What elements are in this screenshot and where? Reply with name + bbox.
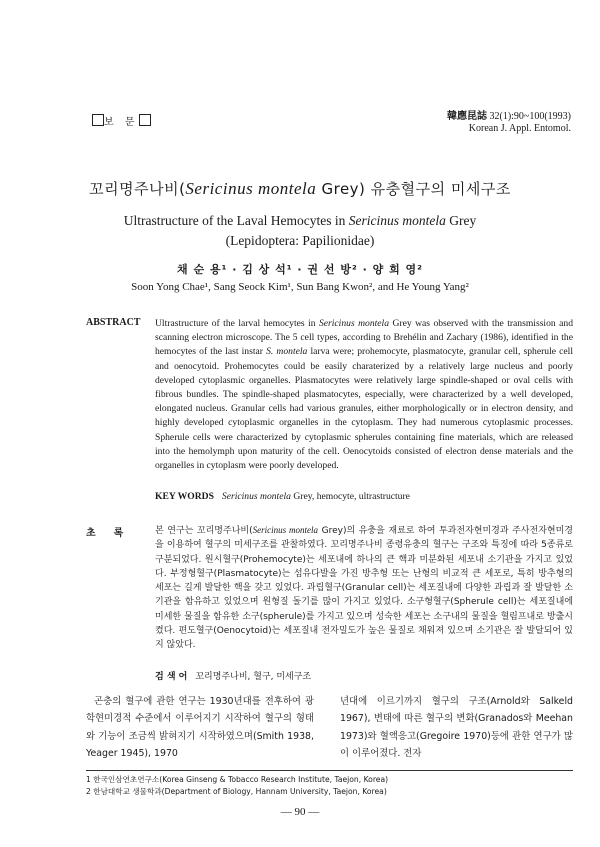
authors-english: Soon Yong Chae¹, Sang Seock Kim¹, Sun Bang Kwon², and He Young Yang² — [131, 281, 469, 293]
title-ko-part: Grey) 유충혈구의 미세구조 — [316, 180, 511, 198]
body-column-left — [86, 693, 314, 762]
korean-abstract-text — [155, 523, 573, 653]
journal-name-ko: 韓應昆誌 — [446, 111, 487, 122]
korean-abstract-part: 본 연구는 꼬리명주나비( — [155, 526, 253, 536]
title-en-species: Sericinus montela — [348, 213, 446, 228]
key-words — [155, 491, 573, 502]
korean-key-words — [155, 669, 573, 682]
body-left-text: 곤충의 혈구에 관한 연구는 1930년대를 전후하여 광학현미경적 수준에서 이루어지기 시작하여 혈구의 형태와 기능이 조금씩 밝혀지기 시작하였으며(Smith 1938, Yeager 1945), 1970 — [86, 696, 314, 759]
korean-abstract-label: 초록 — [86, 528, 142, 539]
box-mark-left — [92, 114, 104, 126]
footnote-rule — [86, 770, 573, 771]
abstract-label: ABSTRACT — [86, 317, 141, 328]
abstract-part: Ultrastructure of the larval hemocytes in — [155, 318, 319, 329]
abstract-species: S. montela — [266, 346, 308, 358]
title-en-line1 — [0, 211, 600, 231]
section-label — [92, 113, 151, 128]
korean-key-words-label: 검 색 어 — [155, 672, 188, 682]
body-column-right: 년대에 이르기까지 혈구의 구조(Arnold와 Salkeld 1967), 변태에 따른 혈구의 변화(Granados와 Meehan 1973)와 혈액응고(Gregoire 1970)등에 관한 연구가 많이 이루어졌다. 전자 — [340, 696, 573, 759]
section-label-text: 보 문 — [104, 117, 139, 128]
page-number: — 90 — — [280, 806, 320, 818]
abstract-part: larva were; prohemocyte, plasmatocyte, granular cell, spherule cell and oenocytoid. Prohemocytes could be easily charaterized by a relatively large nucleus and poorly developed cytoplasmic organelles. Plasmatocytes were relatively large spindle-shaped or oval cells with fibrous bundles. The spindle-shaped plasmatocytes, especially, were characterized by a well developed, elongated nucleus. Granular cells had various granules, either morphologically or in electron density, and highly developed cytoplasmic organelles in the cytoplasm. They had numerous cytoplasmic processes. Spherule cells were characterized by cytoplasmic spherules containing fine materials, which are released into the hemolymph upon maturity of the cell. Oenocytoids consisted of electron dense materials and the organelles in cytoplasm were poorly developed. — [155, 346, 573, 472]
authors-korean: 채 순 용¹ · 김 상 석¹ · 권 선 방² · 양 희 영² — [177, 263, 423, 276]
citation: 32(1):90~100(1993) — [489, 111, 571, 122]
box-mark-right — [139, 114, 151, 126]
title-en-part: Grey — [445, 213, 477, 228]
korean-abstract-species: Sericinus montela — [252, 525, 319, 535]
korean-abstract-part: Grey)의 유충을 재료로 하여 투과전자현미경과 주사전자현미경을 이용하여 혈구의 미세구조를 관찰하였다. 꼬리명주나비 종령유충의 혈구는 구조와 특징에 따라 5종류로 구분되었다. 원시혈구(Prohemocyte)는 세포내에 하나의 큰 핵과 미분화된 세포내 소기관을 가지고 있었다. 부정형혈구(Plasmatocyte)는 섬유다발을 가진 방추형 또는 난형의 비교적 큰 세포로, 특히 방추형의 세포는 길게 발달한 핵을 갖고 있었다. 과립혈구(Granular cell)는 세포질내에 다양한 과립과 잘 발달한 소기관을 함유하고 있었으며 원형질 돌기를 많이 가지고 있었다. 소구형혈구(Spherule cell)는 세포질내에 미세한 물질을 함유한 소구(spherule)를 가지고 있으며 성숙한 세포는 소구내의 물질을 혈림프내로 방출시켰다. 편도혈구(Oenocytoid)는 세포질내 전자밀도가 높은 물질로 채워져 있으며 소기관은 잘 발달되어 있지 않았다. — [155, 526, 573, 651]
title-en-line2: (Lepidoptera: Papilionidae) — [225, 233, 375, 248]
title-ko-species: Sericinus montela — [185, 179, 317, 198]
key-words-label: KEY WORDS — [155, 491, 214, 502]
journal-citation — [447, 111, 571, 135]
journal-name-en: Korean J. Appl. Entomol. — [468, 123, 571, 134]
abstract-part: Grey was observed with the transmission and scanning electron microscope. The 5 cell types, according to Brehélin and Zachary (1986), identified in the hemocytes of the last instar — [155, 318, 573, 358]
footnote: 1 한국인삼연초연구소(Korea Ginseng & Tobacco Research Institute, Taejon, Korea) — [86, 775, 389, 784]
title-ko-part: 꼬리명주나비( — [89, 180, 186, 198]
abstract-text — [155, 317, 573, 473]
korean-key-words-text: 꼬리명주나비, 혈구, 미세구조 — [195, 672, 312, 682]
title-korean — [0, 178, 600, 199]
footnote: 2 한남대학교 생물학과(Department of Biology, Hannam University, Taejon, Korea) — [86, 787, 387, 796]
key-words-species: Sericinus montela — [221, 491, 291, 502]
footnotes — [86, 774, 573, 798]
title-english — [0, 211, 600, 251]
key-words-text: Grey, hemocyte, ultrastructure — [290, 491, 410, 502]
title-en-part: Ultrastructure of the Laval Hemocytes in — [123, 213, 349, 228]
abstract-species: Sericinus montela — [318, 318, 390, 329]
